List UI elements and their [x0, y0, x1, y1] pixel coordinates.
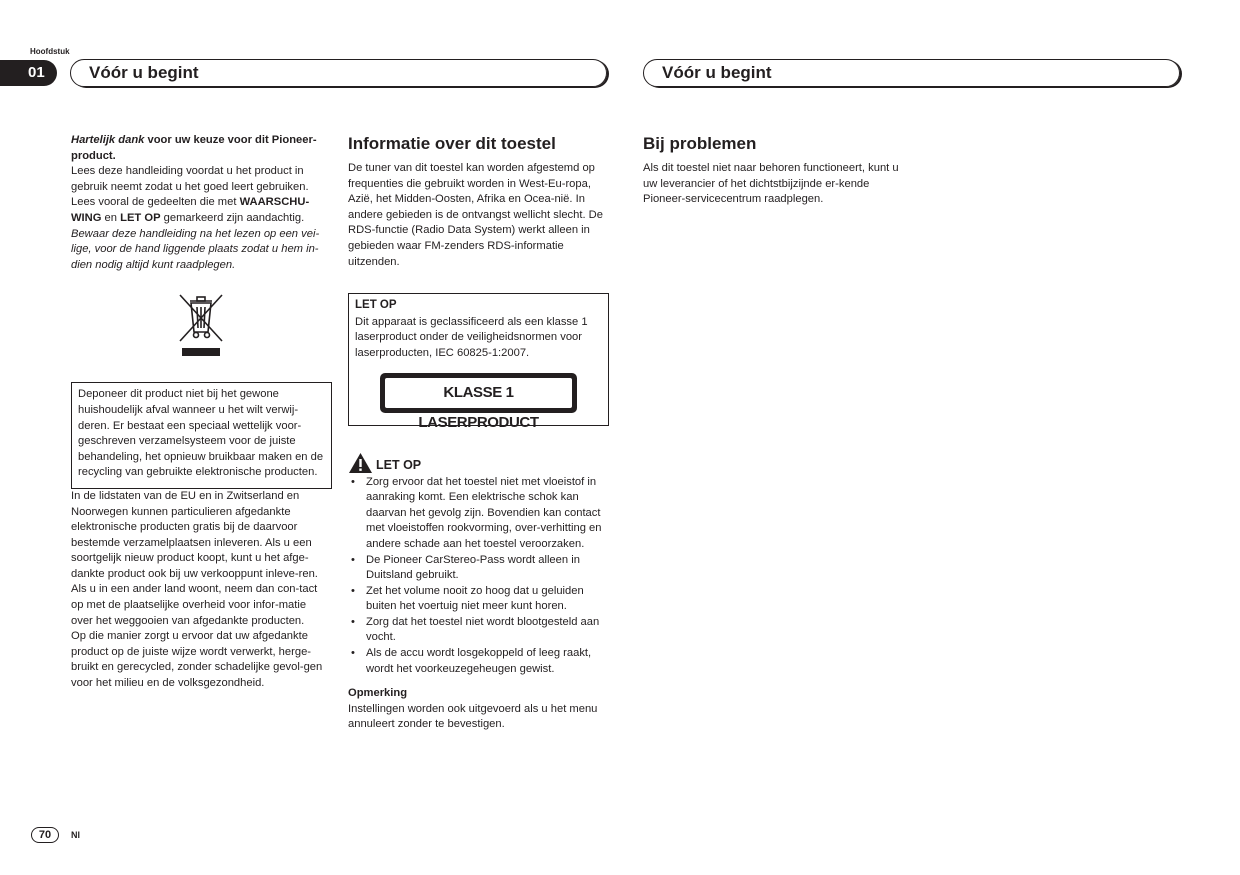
- laser-class-label-text: KLASSE 1 LASERPRODUCT: [385, 378, 572, 408]
- chapter-number: 01: [0, 60, 57, 86]
- section-header-right: Vóór u begint: [643, 59, 1180, 87]
- caution-list-item: • De Pioneer CarStereo-Pass wordt alleen in Duitsland gebruikt.: [348, 553, 610, 584]
- chapter-label: Hoofdstuk: [30, 47, 70, 56]
- keep-manual-note: Bewaar deze handleiding na het lezen op een vei-lige, voor de hand liggende plaats zodat u hem in-dien nodig altijd kunt raadplegen.: [71, 227, 320, 271]
- warning-triangle-icon: [348, 452, 373, 474]
- disposal-notice-text: Deponeer dit product niet bij het gewone huishoudelijk afval wanneer u het wilt verwij-deren. Er bestaat een speciaal wettelijk voor-geschreven verzamelsysteem voor de juiste behandeling, het opnieuw bruikbaar maken en de recycling van gebruikte elektronische producten.: [78, 388, 324, 479]
- caution-list: [348, 475, 610, 678]
- caution-list-item: • Zorg ervoor dat het toestel niet met vloeistof in aanraking komt. Een elektrische schok kan daarvan het gevolg zijn. Bovendien kan contact met vloeistoffen rookvorming, over-verhitting en andere schade aan het toestel veroorzaken.: [348, 475, 610, 553]
- laser-caution-box: [348, 293, 609, 431]
- laser-caution-title: LET OP: [355, 299, 397, 312]
- caution-list-item: • Als de accu wordt losgekoppeld of leeg raakt, wordt het voorkeuzegeheugen gewist.: [348, 646, 610, 677]
- column-right: [643, 133, 905, 208]
- note-text: Instellingen worden ook uitgevoerd als u het menu annuleert zonder te bevestigen.: [348, 702, 598, 731]
- eu-disposal-paragraph: In de lidstaten van de EU en in Zwitserland en Noorwegen kunnen particulieren afgedankte elektronische producten gratis bij de daarvoor bestemde verzamelplaatsen inleveren. Als u een soortgelijk nieuw product koopt, kunt u het afge-dankte product ook bij uw verkooppunt inleve-ren.: [71, 489, 318, 580]
- note-title: Opmerking: [348, 687, 408, 700]
- other-country-paragraph: Als u in een ander land woont, neem dan con-tact op met de plaatselijke overheid voor infor-matie over het weggooien van afgedankte producten.: [71, 583, 318, 627]
- problems-section-title: Bij problemen: [643, 134, 757, 153]
- caution-list-item: • Zorg dat het toestel niet wordt blootgesteld aan vocht.: [348, 615, 610, 646]
- info-section-title: Informatie over dit toestel: [348, 134, 556, 153]
- section-header-left: Vóór u begint: [70, 59, 607, 87]
- manual-instruction-text: Lees deze handleiding voordat u het product in gebruik neemt zodat u het goed leert gebruiken. Lees vooral de gedeelten die met: [71, 165, 309, 209]
- weee-bar: [182, 348, 220, 356]
- tuner-info-paragraph: De tuner van dit toestel kan worden afgestemd op frequenties die gebruikt worden in West-Eu-ropa, Azië, het Midden-Oosten, Afrika en Ocea-nië. In andere gebieden is de ontvangst wellicht slecht. De RDS-functie (Radio Data System) werkt alleen in gebieden waar FM-zenders RDS-informatie uitzenden.: [348, 162, 603, 268]
- intro-choice: voor uw keuze voor dit Pioneer-product.: [71, 134, 317, 162]
- disposal-notice-box: [71, 382, 332, 489]
- laser-class-label: [380, 373, 577, 431]
- crossed-bin-icon: [177, 292, 225, 356]
- intro-thanks: Hartelijk dank: [71, 134, 145, 146]
- column-left: [71, 133, 330, 692]
- recycling-paragraph: Op die manier zorgt u ervoor dat uw afgedankte product op de juiste wijze wordt verwerkt, herge-bruikt en gerecycled, zonder schadelijke gevol-gen voor het milieu en de volksgezondheid.: [71, 630, 323, 690]
- warning-keyword: WAARSCHU-WING: [71, 196, 310, 224]
- caution-heading-text: LET OP: [376, 457, 422, 472]
- conjunction-text: en: [101, 211, 121, 224]
- caution-heading: [348, 452, 610, 474]
- problems-paragraph: Als dit toestel niet naar behoren functioneert, kunt u uw leverancier of het dichtstbijzijnde er-kende Pioneer-servicecentrum raadplegen.: [643, 162, 899, 206]
- column-middle: [348, 133, 610, 733]
- caution-list-item: • Zet het volume nooit zo hoog dat u geluiden buiten het voertuig niet meer kunt horen.: [348, 584, 610, 615]
- language-code: Nl: [71, 830, 80, 840]
- intro-paragraph: [71, 133, 330, 164]
- page-number: 70: [31, 827, 59, 843]
- manual-instruction-end: gemarkeerd zijn aandachtig.: [160, 211, 305, 224]
- manual-instruction-paragraph: [71, 164, 330, 226]
- laser-caution-text: Dit apparaat is geclassificeerd als een klasse 1 laserproduct onder de veiligheidsnormen voor laserproducten, IEC 60825-1:2007.: [355, 315, 588, 359]
- caution-keyword: LET OP: [120, 211, 161, 224]
